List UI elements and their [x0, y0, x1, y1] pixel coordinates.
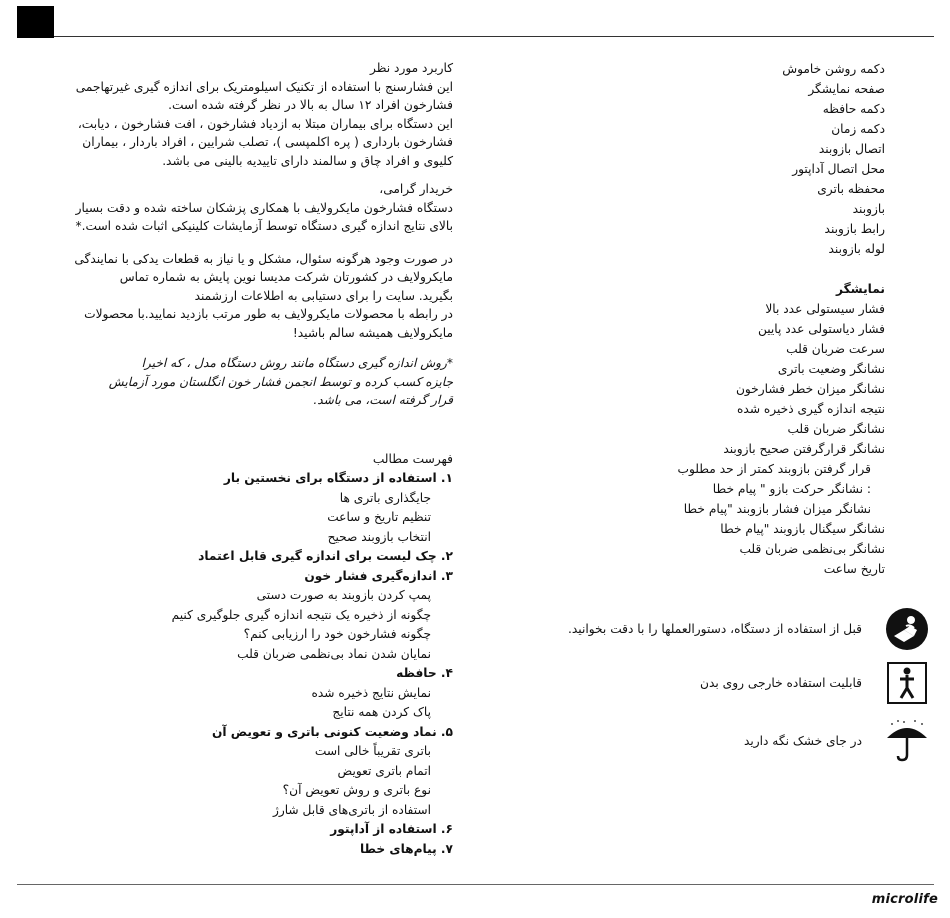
right-column: [560, 59, 885, 579]
display-item: نشانگر میزان خطر فشارخون: [735, 382, 885, 396]
toc-item[interactable]: جایگذاری باتری ها: [339, 490, 431, 505]
display-item: نشانگر ضربان قلب: [787, 422, 885, 436]
footnote-line: *روش اندازه گیری دستگاه مانند روش دستگاه مدل ، که اخیرا: [141, 356, 453, 370]
part-item: بازوبند: [852, 202, 885, 216]
intended-use-line: فشارخون افراد ۱۲ سال به بالا در نظر گرفته شده است.: [168, 98, 453, 112]
toc-item[interactable]: استفاده از باتری‌های قابل شارژ: [272, 802, 431, 817]
symbol-row-manual: [530, 606, 930, 652]
brand-logo: microlife: [871, 892, 938, 907]
intended-use-line: این دستگاه برای بیماران مبتلا به ازدیاد فشارخون ، افت فشارخون ، دیابت،: [77, 116, 453, 131]
display-list: [560, 299, 885, 579]
display-item: نتیجه اندازه گیری ذخیره شده: [737, 402, 885, 416]
intended-use-line: فشارخون بارداری ( پره اکلمپسی )، تصلب شرایین ، افراد باردار ، بیماران: [82, 135, 453, 149]
toc-section[interactable]: ۶. استفاده از آداپتور: [330, 822, 453, 836]
toc-item[interactable]: پاک کردن همه نتایج: [332, 705, 431, 719]
toc-section[interactable]: ۳. اندازه‌گیری فشار خون: [304, 568, 453, 583]
toc-item[interactable]: پمپ کردن بازوبند به صورت دستی: [256, 588, 431, 602]
symbol-row-bf: [530, 660, 930, 706]
contact-line: بگیرید. سایت را برای دستیابی به اطلاعات ارزشمند: [194, 288, 453, 303]
contact-line: مایکرولایف در کشورتان شرکت مدیسا نوین پایش به شماره تماس: [119, 270, 453, 284]
display-item: نشانگر بی‌نظمی ضربان قلب: [739, 542, 885, 556]
toc-item[interactable]: چگونه فشارخون خود را ارزیابی کنم؟: [243, 627, 431, 641]
part-item: محل اتصال آداپتور: [792, 162, 885, 176]
part-item: دکمه روشن خاموش: [782, 62, 885, 76]
dear-customer-title: خریدار گرامی،: [379, 182, 453, 196]
display-item: نشانگر سیگنال بازوبند "پیام خطا: [720, 522, 885, 536]
toc-item[interactable]: اتمام باتری تعویض: [337, 763, 431, 778]
contact-line: در رابطه با محصولات مایکرولایف به طور مرتب بازدید نمایید.با محصولات: [84, 307, 453, 321]
toc-section[interactable]: ۲. چک لیست برای اندازه گیری قابل اعتماد: [198, 549, 453, 563]
keep-dry-umbrella-icon: [884, 718, 930, 764]
part-item: دکمه حافظه: [822, 102, 885, 116]
contact-line: در صورت وجود هرگونه سئوال، مشکل و یا نیاز به قطعات یدکی با نمایندگی: [74, 251, 453, 266]
top-divider: [54, 36, 934, 37]
dear-customer-line: بالای نتایج اندازه گیری دستگاه توسط آزمایشات کلینیکی اثبات شده است.*: [75, 219, 453, 233]
body-type-bf-icon: [884, 660, 930, 706]
toc-item[interactable]: نمایش نتایج ذخیره شده: [311, 685, 431, 700]
toc-item[interactable]: تنظیم تاریخ و ساعت: [327, 510, 431, 524]
part-item: رابط بازوبند: [824, 222, 885, 236]
symbol-text: قابلیت استفاده خارجی روی بدن: [700, 676, 862, 690]
part-item: محفظه باتری: [817, 182, 885, 196]
symbol-text: قبل از استفاده از دستگاه، دستورالعملها را با دقت بخوانید.: [568, 622, 862, 636]
contact-line: مایکرولایف همیشه سالم باشید!: [292, 325, 453, 340]
display-item: فشار دیاستولی عدد پایین: [757, 322, 885, 336]
part-item: اتصال بازوبند: [818, 142, 885, 156]
toc-section[interactable]: ۴. حافظه: [396, 666, 453, 680]
toc-section[interactable]: ۷. پیام‌های خطا: [359, 841, 453, 856]
display-item: تاریخ ساعت: [823, 562, 885, 576]
display-item: نشانگر قرارگرفتن صحیح بازوبند: [723, 442, 885, 456]
left-column: [28, 59, 453, 859]
part-item: صفحه نمایشگر: [808, 82, 885, 96]
footnote-line: جایزه کسب کرده و توسط انجمن فشار خون انگلستان مورد آزمایش: [108, 374, 453, 389]
page-corner-block: [17, 6, 54, 38]
toc-item[interactable]: نمایان شدن نماد بی‌نظمی ضربان قلب: [237, 646, 431, 661]
parts-list: [560, 59, 885, 259]
table-of-contents: [28, 450, 453, 860]
footnote-line: قرار گرفته است، می باشد.: [313, 393, 453, 407]
display-subitem: : نشانگر حرکت بازو " پیام خطا: [712, 482, 871, 496]
display-item: سرعت ضربان قلب: [786, 342, 885, 356]
toc-title: فهرست مطالب: [372, 451, 453, 466]
intended-use-title: کاربرد مورد نظر: [370, 61, 453, 75]
toc-item[interactable]: انتخاب بازوبند صحیح: [327, 529, 431, 544]
read-manual-icon: [884, 606, 930, 652]
display-subitem: نشانگر میزان فشار بازوبند "پیام خطا: [683, 502, 871, 516]
symbol-row-keep-dry: [530, 718, 930, 764]
display-item: فشار سیستولی عدد بالا: [765, 302, 885, 316]
toc-item[interactable]: چگونه از ذخیره یک نتیجه اندازه گیری جلوگیری کنیم: [171, 607, 431, 622]
display-heading: نمایشگر: [836, 282, 885, 296]
part-item: لوله بازوبند: [828, 242, 885, 256]
symbol-text: در جای خشک نگه دارید: [743, 734, 862, 748]
display-item: نشانگر وضعیت باتری: [777, 362, 885, 376]
toc-item[interactable]: باتری تقریباً خالی است: [314, 744, 431, 758]
toc-section[interactable]: ۵. نماد وضعیت کنونی باتری و تعویض آن: [211, 724, 453, 739]
toc-section[interactable]: ۱. استفاده از دستگاه برای نخستین بار: [223, 471, 453, 485]
display-subitem: قرار گرفتن بازوبند کمتر از حد مطلوب: [677, 462, 871, 476]
intended-use-line: این فشارسنج با استفاده از تکنیک اسیلومتریک برای اندازه گیری غیرتهاجمی: [75, 79, 453, 94]
intended-use-line: کلیوی و افراد چاق و سالمند دارای تاییدیه بالینی می باشد.: [162, 153, 453, 168]
dear-customer-line: دستگاه فشارخون مایکرولایف با همکاری پزشکان ساخته شده و دقت بسیار: [75, 200, 453, 215]
bottom-divider: [17, 884, 934, 885]
part-item: دکمه زمان: [831, 122, 885, 136]
toc-item[interactable]: نوع باتری و روش تعویض آن؟: [282, 783, 431, 797]
